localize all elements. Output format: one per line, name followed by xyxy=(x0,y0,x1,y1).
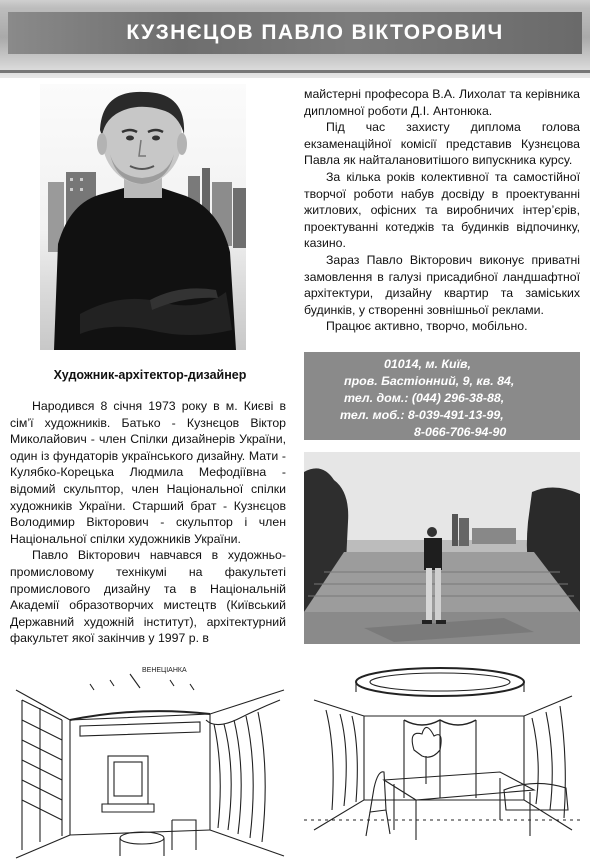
biography-paragraph: Зараз Павло Вікторович виконує приватні замовлення в галузі присадибної ландшафтної архітектури, дизайну квартир та заміських будинків, у створенні зовнішньої реклами. xyxy=(304,252,580,317)
contact-box xyxy=(304,352,580,440)
biography-right-column xyxy=(304,86,580,335)
city-stairs-illustration xyxy=(304,452,580,644)
portrait-photo xyxy=(40,84,246,350)
portrait-illustration xyxy=(40,84,246,350)
portrait-caption: Художник-архітектор-дизайнер xyxy=(53,368,247,382)
biography-left-column xyxy=(10,398,286,647)
contact-phone-home: тел. дом.: (044) 296-38-88, xyxy=(344,391,505,405)
sketch-annotation: ВЕНЕЦІАНКА xyxy=(142,667,187,674)
biography-continuation: майстерні професора В.А. Лихолат та керівника дипломної роботи Д.І. Антонюка. xyxy=(304,87,580,118)
city-stairs-photo xyxy=(304,452,580,644)
interior-sketch-illustration xyxy=(10,660,286,860)
header-rule xyxy=(0,70,590,73)
biography-paragraph: Під час захисту диплома голова екзаменаційної комісії представив Кузнєцова Павла як найталановитішого випускника курсу. xyxy=(304,120,580,168)
interior-sketch-left xyxy=(10,660,286,860)
contact-phone-mobile: тел. моб.: 8-039-491-13-99, xyxy=(340,408,504,422)
page-title: КУЗНЄЦОВ ПАВЛО ВІКТОРОВИЧ xyxy=(8,12,582,54)
contact-address-line: пров. Бастіонний, 9, кв. 84, xyxy=(344,374,515,388)
contact-address-line: 01014, м. Київ, xyxy=(384,357,471,371)
interior-sketch-illustration-2 xyxy=(304,660,580,860)
page-header xyxy=(0,0,590,78)
biography-paragraph: За кілька років колективної та самостійної творчої роботи набув досвіду в проектуванні житлових, офісних та виробничих інтер’єрів, проектуванні котеджів та будинків відпочинку, казино. xyxy=(304,169,580,251)
interior-sketch-right xyxy=(304,660,580,860)
biography-paragraph: Павло Вікторович навчався в художньо-промисловому технікумі на факультеті промислового дизайну та в Національній Академії образотворчих мистецтв (Київський Державний художній інститут), архітектурний факультет якої закінчив у 1997 р. в xyxy=(10,548,286,646)
biography-paragraph: Народився 8 січня 1973 року в м. Києві в сім’ї художників. Батько - Кузнєцов Віктор Миколайович - член Спілки дизайнерів України, один із фундаторів українського дизайну. Мати - Кулябко-Корецька Людмила Мефодіївна - відомий скульптор, член Національної спілки художників України. Старший брат - Кузнєцов Володимир Вікторович - скульптор і член Національної спілки художників України. xyxy=(10,399,286,546)
contact-phone-mobile-2: 8-066-706-94-90 xyxy=(414,425,507,439)
biography-paragraph: Працює активно, творчо, мобільно. xyxy=(326,319,528,334)
